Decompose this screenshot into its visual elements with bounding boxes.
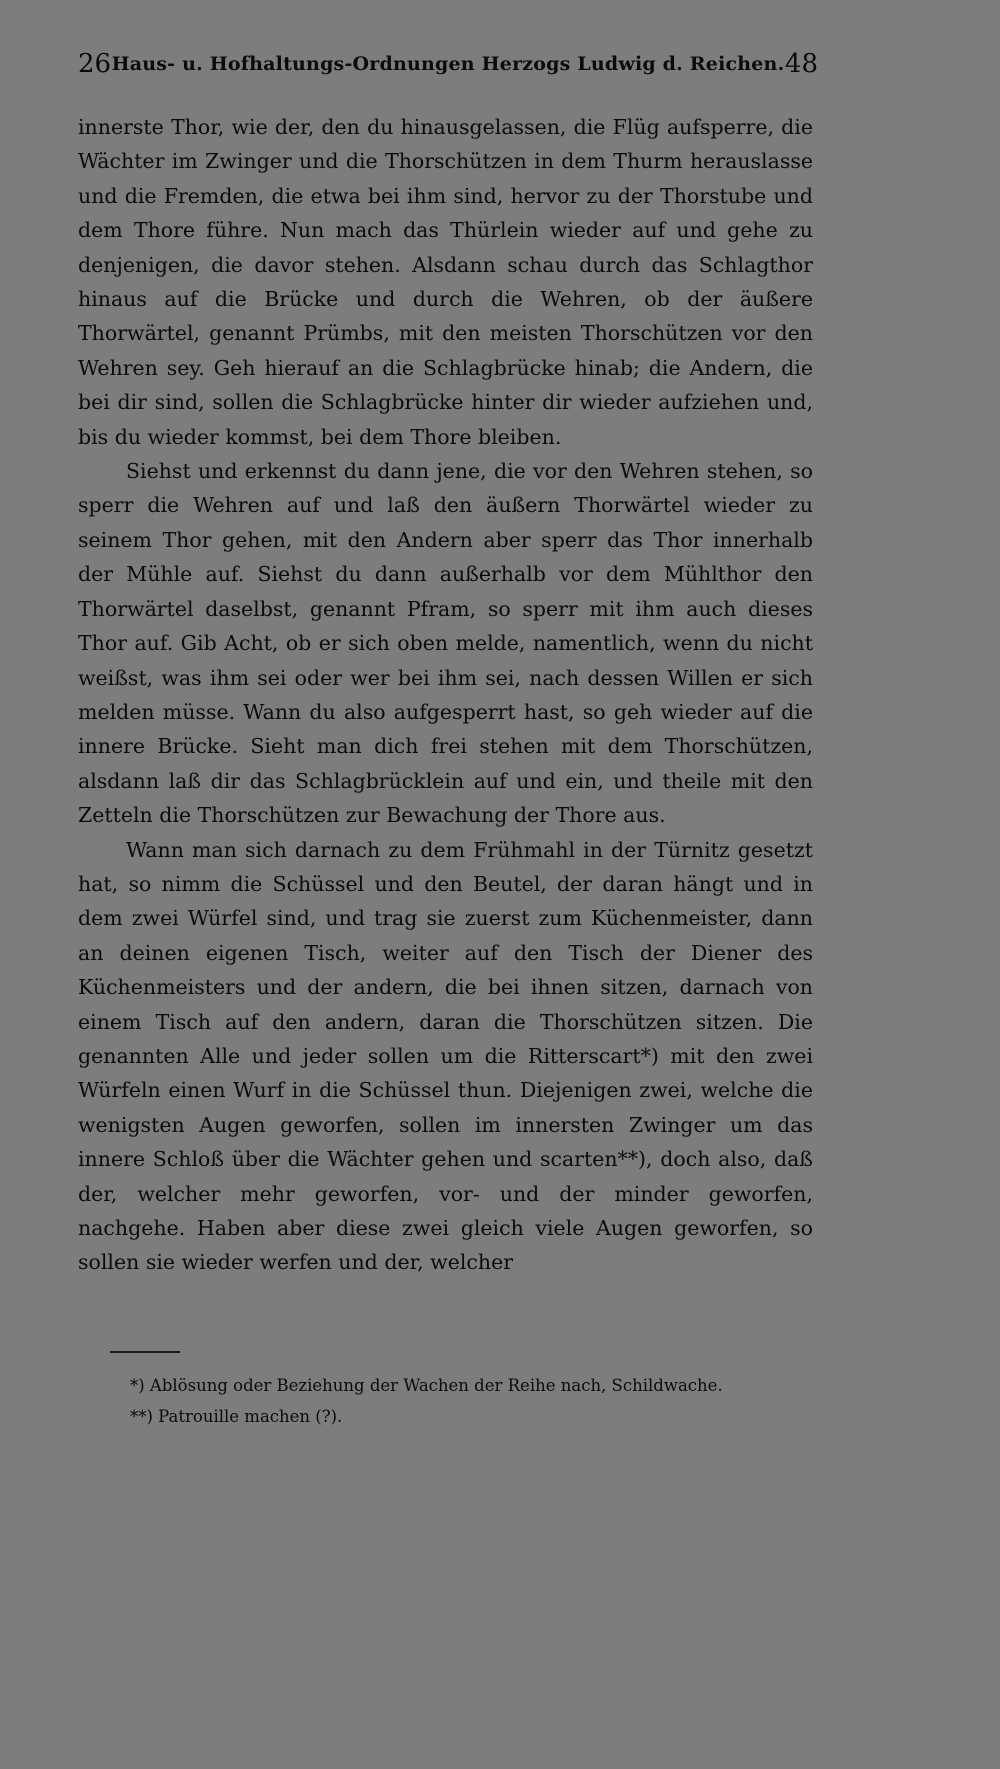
page-number-left: 26 bbox=[78, 49, 112, 79]
paragraph-1: innerste Thor, wie der, den du hinausgelassen, die Flüg aufsperre, die Wächter im Zwinger und die Thorschützen in dem Thurm herauslasse und die Fremden, die etwa bei ihm sind, hervor zu der Thorstube und dem Thore führe. Nun mach das Thürlein wieder auf und gehe zu denjenigen, die davor stehen. Alsdann schau durch das Schlagthor hinaus auf die Brücke und durch die Wehren, ob der äußere Thorwärtel, genannt Prümbs, mit den meisten Thorschützen vor den Wehren sey. Geh hierauf an die Schlagbrücke hinab; die Andern, die bei dir sind, sollen die Schlagbrücke hinter dir wieder aufziehen und, bis du wieder kommst, bei dem Thore bleiben. bbox=[78, 115, 813, 449]
paragraph-3: Wann man sich darnach zu dem Frühmahl in der Türnitz gesetzt hat, so nimm die Schüssel und den Beutel, der daran hängt und in dem zwei Würfel sind, und trag sie zuerst zum Küchenmeister, dann an deinen eigenen Tisch, weiter auf den Tisch der Diener des Küchenmeisters und der andern, die bei ihnen sitzen, darnach von einem Tisch auf den andern, daran die Thorschützen sitzen. Die genannten Alle und jeder sollen um die Ritterscart*) mit den zwei Würfeln einen Wurf in die Schüssel thun. Diejenigen zwei, welche die wenigsten Augen geworfen, sollen im innersten Zwinger um das innere Schloß über die Wächter gehen und scarten**), doch also, daß der, welcher mehr geworfen, vor- und der minder geworfen, nachgehe. Haben aber diese zwei gleich viele Augen geworfen, so sollen sie wieder werfen und der, welcher bbox=[78, 837, 813, 1275]
footnotes bbox=[130, 1370, 820, 1432]
footnote-1: *) Ablösung oder Beziehung der Wachen der Reihe nach, Schildwache. bbox=[130, 1376, 723, 1395]
footnote-2: **) Patrouille machen (?). bbox=[130, 1407, 343, 1426]
running-title: Haus- u. Hofhaltungs-Ordnungen Herzogs Ludwig d. Reichen. bbox=[111, 53, 785, 75]
body-text bbox=[78, 110, 813, 1280]
page-header bbox=[78, 44, 818, 84]
page-number-right: 48 bbox=[784, 49, 818, 79]
paragraph-2: Siehst und erkennst du dann jene, die vor den Wehren stehen, so sperr die Wehren auf und laß den äußern Thorwärtel wieder zu seinem Thor gehen, mit den Andern aber sperr das Thor innerhalb der Mühle auf. Siehst du dann außerhalb vor dem Mühlthor den Thorwärtel daselbst, genannt Pfram, so sperr mit ihm auch dieses Thor auf. Gib Acht, ob er sich oben melde, namentlich, wenn du nicht weißst, was ihm sei oder wer bei ihm sei, nach dessen Willen er sich melden müsse. Wann du also aufgesperrt hast, so geh wieder auf die innere Brücke. Sieht man dich frei stehen mit dem Thorschützen, alsdann laß dir das Schlagbrücklein auf und ein, und theile mit den Zetteln die Thorschützen zur Bewachung der Thore aus. bbox=[78, 459, 813, 828]
footnote-divider bbox=[110, 1351, 180, 1353]
